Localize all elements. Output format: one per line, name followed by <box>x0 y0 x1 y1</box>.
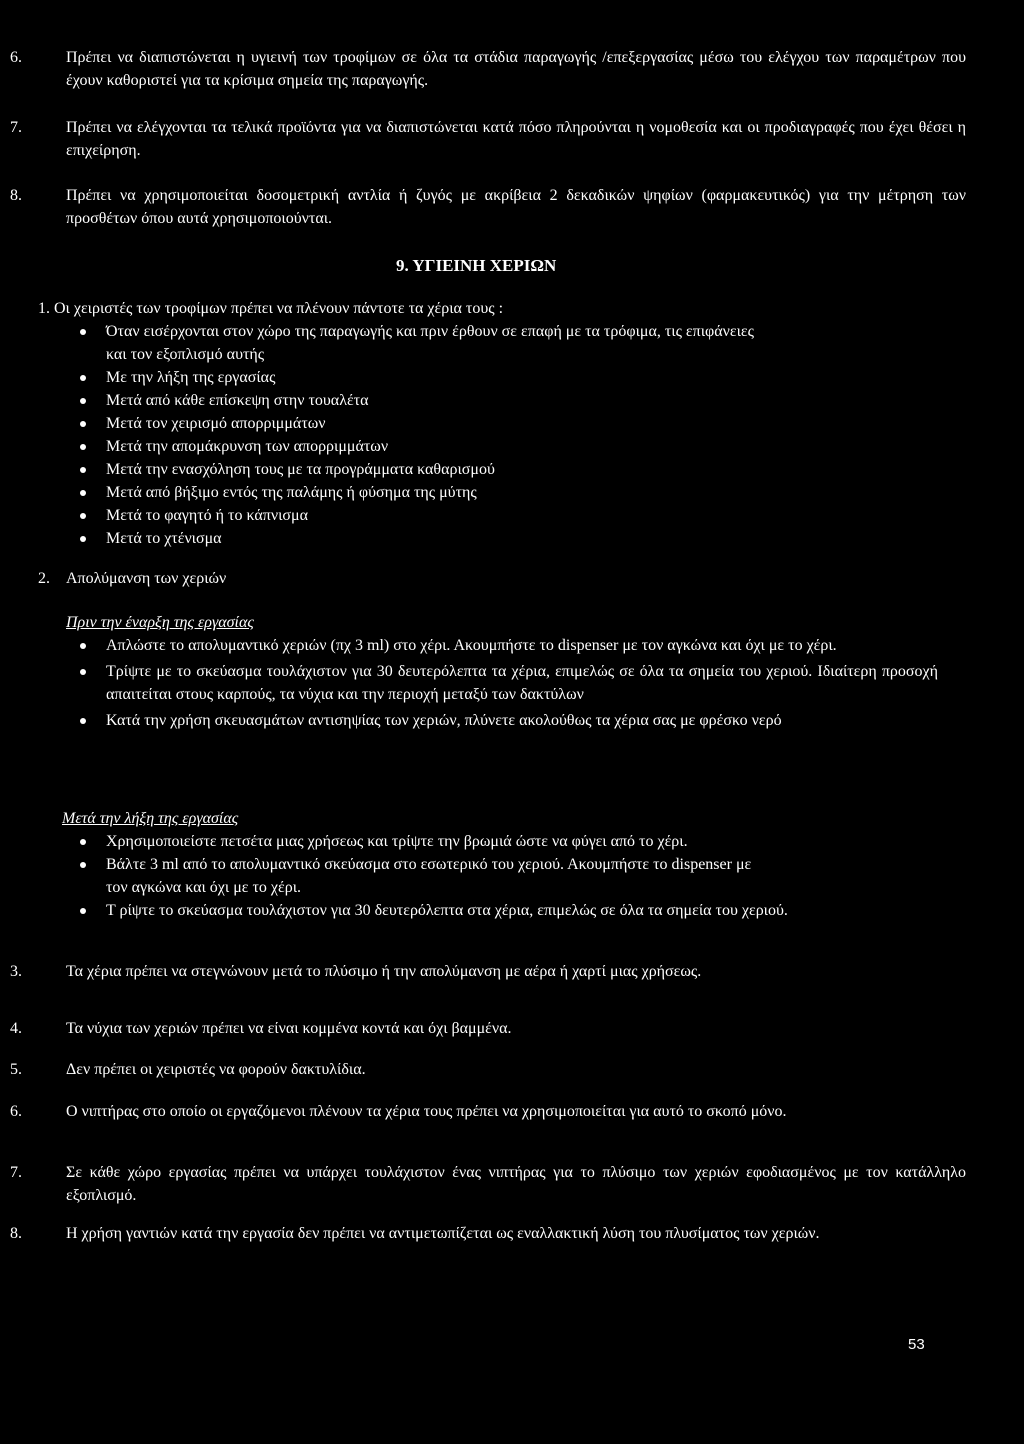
bullet-icon <box>80 513 86 519</box>
section-heading: 9. ΥΓΙΕΙΝΗ ΧΕΡΙΩΝ <box>396 256 557 275</box>
list-item: Μετά από βήξιμο εντός της παλάμης ή φύσημα της μύτης <box>76 481 758 504</box>
item-number: 4. <box>10 1020 22 1037</box>
bottom-item-8 <box>10 1222 966 1245</box>
bottom-item-4 <box>10 1017 966 1040</box>
wash-occasions-list <box>76 320 758 550</box>
bottom-item-5 <box>10 1058 966 1081</box>
item-text: Τα νύχια των χεριών πρέπει να είναι κομμένα κοντά και όχι βαμμένα. <box>66 1020 512 1037</box>
item-number: 3. <box>10 963 22 980</box>
bullet-icon <box>80 444 86 450</box>
list-item: Χρησιμοποιείστε πετσέτα μιας χρήσεως και τρίψτε την βρωμιά ώστε να φύγει από το χέρι. <box>76 830 938 853</box>
bullet-icon <box>80 536 86 542</box>
list-item: Μετά το χτένισμα <box>76 527 758 550</box>
bullet-icon <box>80 643 86 649</box>
bullet-icon <box>80 329 86 335</box>
bullet-icon <box>80 908 86 914</box>
item-text: Δεν πρέπει οι χειριστές να φορούν δακτυλίδια. <box>66 1061 366 1078</box>
after-work-list <box>76 830 938 922</box>
bottom-item-3 <box>10 960 826 983</box>
list-item: Μετά την απομάκρυνση των απορριμμάτων <box>76 435 758 458</box>
item-text: Η χρήση γαντιών κατά την εργασία δεν πρέπει να αντιμετωπίζεται ως εναλλακτική λύση του πλυσίματος των χεριών. <box>66 1225 820 1242</box>
bullet-icon <box>80 839 86 845</box>
item-text: Πρέπει να χρησιμοποιείται δοσομετρική αντλία ή ζυγός με ακρίβεια 2 δεκαδικών ψηφίων (φαρμακευτικός) για την μέτρηση των προσθέτων όπου αυτά χρησιμοποιούνται. <box>66 187 966 227</box>
bullet-icon <box>80 421 86 427</box>
item-number: 8. <box>10 187 22 204</box>
before-work-list <box>76 634 938 732</box>
bullet-icon <box>80 398 86 404</box>
item-number: 7. <box>10 1164 22 1181</box>
item-number: 6. <box>10 1103 22 1120</box>
bullet-icon <box>80 375 86 381</box>
hand-disinfection-title <box>38 567 226 590</box>
bottom-item-6 <box>10 1100 966 1123</box>
list-item: Μετά το φαγητό ή το κάπνισμα <box>76 504 758 527</box>
item-number: 8. <box>10 1225 22 1242</box>
item-text: Οι χειριστές των τροφίμων πρέπει να πλένουν πάντοτε τα χέρια τους : <box>54 300 504 317</box>
list-item: Μετά την ενασχόληση τους με τα προγράμματα καθαρισμού <box>76 458 758 481</box>
item-text: Πρέπει να ελέγχονται τα τελικά προϊόντα για να διαπιστώνεται κατά πόσο πληρούνται η νομοθεσία και οι προδιαγραφές που έχει θέσει η επιχείρηση. <box>66 119 966 159</box>
list-item: Τρίψτε με το σκεύασμα τουλάχιστον για 30 δευτερόλεπτα τα χέρια, επιμελώς σε όλα τα σημεία του χεριού. Ιδιαίτερη προσοχή απαιτείται στους καρπούς, τα νύχια και την περιοχή μεταξύ των δακτύλων <box>76 660 938 706</box>
list-item: Με την λήξη της εργασίας <box>76 366 758 389</box>
item-number: 6. <box>10 49 22 66</box>
item-number: 5. <box>10 1061 22 1078</box>
item-number: 2. <box>38 570 50 587</box>
item-number: 1. <box>38 300 50 317</box>
bullet-icon <box>80 718 86 724</box>
list-item: Απλώστε το απολυμαντικό χεριών (πχ 3 ml) στο χέρι. Ακουμπήστε το dispenser με τον αγκώνα και όχι με το χέρι. <box>76 634 938 657</box>
before-work-subheading: Πριν την έναρξη της εργασίας <box>66 614 254 631</box>
list-item: Μετά τον χειρισμό απορριμμάτων <box>76 412 758 435</box>
page-number: 53 <box>908 1336 925 1353</box>
item-text: Πρέπει να διαπιστώνεται η υγιεινή των τροφίμων σε όλα τα στάδια παραγωγής /επεξεργασίας μέσω του ελέγχου των παραμέτρων που έχουν καθοριστεί για τα κρίσιμα σημεία της παραγωγής. <box>66 49 966 89</box>
list-item: Βάλτε 3 ml από το απολυμαντικό σκεύασμα στο εσωτερικό του χεριού. Ακουμπήστε το dispenser με τον αγκώνα και όχι με το χέρι. <box>76 853 756 899</box>
item1-intro <box>38 297 758 320</box>
bullet-icon <box>80 862 86 868</box>
bullet-icon <box>80 490 86 496</box>
item-text: Τα χέρια πρέπει να στεγνώνουν μετά το πλύσιμο ή την απολύμανση με αέρα ή χαρτί μιας χρήσεως. <box>66 963 702 980</box>
top-item-8 <box>10 184 966 230</box>
list-item: Μετά από κάθε επίσκεψη στην τουαλέτα <box>76 389 758 412</box>
list-item: Κατά την χρήση σκευασμάτων αντισηψίας των χεριών, πλύνετε ακολούθως τα χέρια σας με φρέσκο νερό <box>76 709 938 732</box>
top-item-6 <box>10 46 966 92</box>
item-text: Ο νιπτήρας στο οποίο οι εργαζόμενοι πλένουν τα χέρια τους πρέπει να χρησιμοποιείται για αυτό το σκοπό μόνο. <box>66 1103 787 1120</box>
bullet-icon <box>80 467 86 473</box>
hand-wash-item-1 <box>38 297 758 550</box>
list-item: Τ ρίψτε το σκεύασμα τουλάχιστον για 30 δευτερόλεπτα στα χέρια, επιμελώς σε όλα τα σημεία του χεριού. <box>76 899 938 922</box>
list-item: Όταν εισέρχονται στον χώρο της παραγωγής και πριν έρθουν σε επαφή με τα τρόφιμα, τις επιφάνειες και τον εξοπλισμό αυτής <box>76 320 758 366</box>
item-text: Σε κάθε χώρο εργασίας πρέπει να υπάρχει τουλάχιστον ένας νιπτήρας για το πλύσιμο των χεριών εφοδιασμένος με τον κατάλληλο εξοπλισμό. <box>66 1164 966 1204</box>
bottom-item-7 <box>10 1161 966 1207</box>
after-work-subheading: Μετά την λήξη της εργασίας <box>62 810 239 827</box>
bullet-icon <box>80 669 86 675</box>
top-item-7 <box>10 116 966 162</box>
item-text: Απολύμανση των χεριών <box>66 570 227 587</box>
item-number: 7. <box>10 119 22 136</box>
